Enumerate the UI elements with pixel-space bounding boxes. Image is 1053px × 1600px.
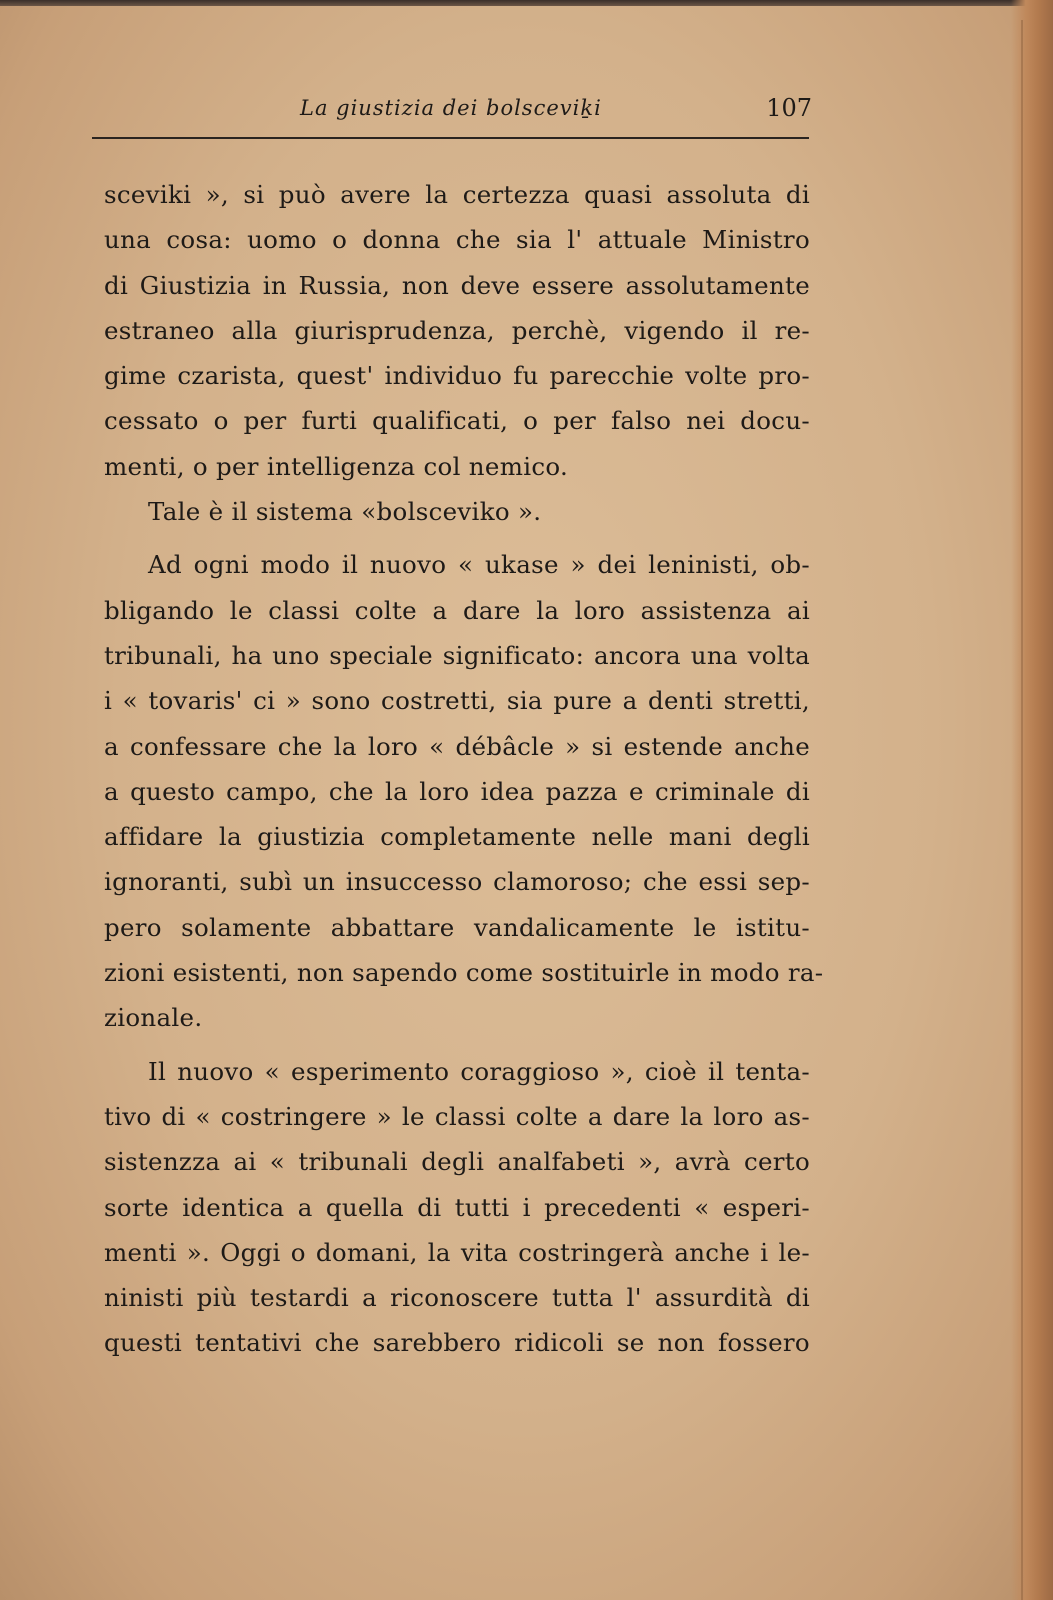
text-line: bligando le classi colte a dare la loro assistenza ai (104, 595, 810, 625)
text-line: sorte identica a quella di tutti i precedenti « esperi- (104, 1192, 810, 1222)
text-line: tribunali, ha uno speciale significato: ancora una volta (104, 640, 810, 670)
page-top-edge (0, 0, 1053, 6)
body-text (104, 172, 824, 1366)
page-number: 107 (766, 94, 812, 122)
running-header (102, 90, 814, 130)
text-line: una cosa: uomo o donna che sia l' attuale Ministro (104, 225, 810, 255)
text-line: pero solamente abbattare vandalicamente le istitu- (104, 912, 810, 942)
text-line: ignoranti, subì un insuccesso clamoroso; che essi sep- (104, 867, 810, 897)
paragraph-gap (104, 1041, 810, 1049)
text-line: di Giustizia in Russia, non deve essere assolutamente (104, 270, 810, 300)
text-line: cessato o per furti qualificati, o per falso nei docu- (104, 406, 810, 436)
header-rule (92, 137, 809, 139)
paragraph-first-line: Ad ogni modo il nuovo « ukase » dei leninisti, ob- (148, 550, 810, 580)
page-right-edge (1011, 0, 1053, 1600)
page-fold-line (1021, 20, 1023, 1600)
text-line: ninisti più testardi a riconoscere tutta l' assurdità di (104, 1283, 810, 1313)
text-line: menti ». Oggi o domani, la vita costringerà anche i le- (104, 1237, 810, 1267)
paragraph-first-line: Il nuovo « esperimento coraggioso », cioè il tenta- (148, 1056, 810, 1086)
paragraph-gap (104, 534, 810, 542)
paragraph-first-line: Tale è il sistema «bolsceviko ». (148, 497, 542, 527)
text-line: zioni esistenti, non sapendo come sostituirle in modo ra- (104, 958, 824, 988)
text-line: a questo campo, che la loro idea pazza e criminale di (104, 776, 810, 806)
text-line: affidare la giustizia completamente nelle mani degli (104, 822, 810, 852)
text-line: sistenzza ai « tribunali degli analfabeti », avrà certo (104, 1147, 810, 1177)
text-line: estraneo alla giurisprudenza, perchè, vigendo il re- (104, 315, 810, 345)
text-line: a confessare che la loro « débâcle » si estende anche (104, 731, 810, 761)
text-line: tivo di « costringere » le classi colte a dare la loro as- (104, 1101, 810, 1131)
text-line: gime czarista, quest' individuo fu parecchie volte pro- (104, 361, 810, 391)
text-line: sceviki », si può avere la certezza quasi assoluta di (104, 180, 810, 209)
text-line: menti, o per intelligenza col nemico. (104, 451, 569, 481)
text-line: zionale. (104, 1003, 203, 1033)
running-title: La giustizia dei bolsceviḵi (300, 96, 602, 120)
text-line: questi tentativi che sarebbero ridicoli se non fossero (104, 1328, 810, 1358)
text-line: i « tovaris' ci » sono costretti, sia pure a denti stretti, (104, 686, 810, 716)
